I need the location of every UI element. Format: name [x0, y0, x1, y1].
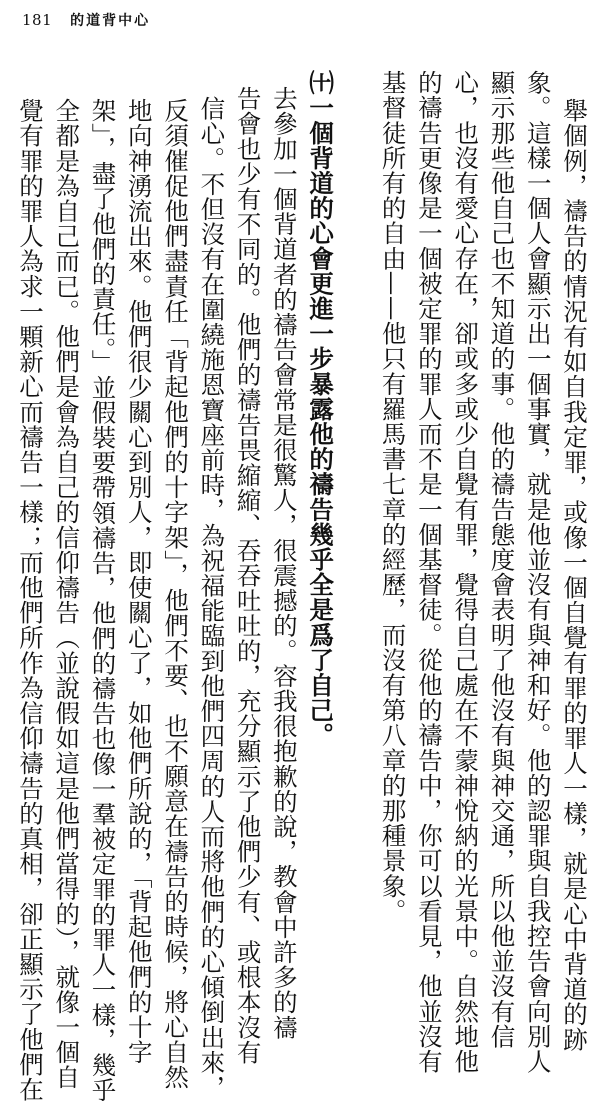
text-column: 全都是為自己而已。他們是會為自己的信仰禱告（並說假如這是他們當得的），就像一個自 — [52, 98, 82, 1090]
text-column: 基督徒所有的自由——他只有羅馬書七章的經歷，而沒有第八章的那種景象。 — [378, 70, 408, 924]
text-column: 心，也沒有愛心存在，卻或多或少自覺有罪，覺得自己處在不蒙神悅納的光景中。自然地他 — [451, 70, 481, 1074]
text-column: 架」，盡了他們的責任。」並假裝要帶領禱告，他們的禱告也像一羣被定罪的罪人一樣，幾乎 — [88, 98, 118, 1103]
text-column: 顯示那些他自己也不知道的事。他的禱告態度會表明了他沒有與神交通，所以他並沒有信 — [487, 70, 517, 1049]
section-heading: ㈩一個背道的心會更進一步暴露他的禱告幾乎全是爲了自己。 — [306, 70, 336, 748]
text-column: 去參加一個背道者的禱告會常是很驚人，很震撼的。容我很抱歉的說，教會中許多的禱 — [269, 86, 299, 1040]
text-column: 告會也少有不同的。他們的禱告畏縮縮、吞吞吐吐的，充分顯示了他們少有、或根本沒有 — [233, 86, 263, 1065]
text-column: 象。這樣一個人會顯示出一個事實，就是他並沒有與神和好。他的認罪與自我控告會向別人 — [523, 70, 553, 1074]
text-column: 地向神湧流出來。他們很少關心到別人，即使關心了，如他們所說的，「背起他們的十字 — [124, 98, 154, 1065]
vertical-text-body — [14, 48, 590, 1103]
text-column: 覺有罪的罪人為求一顆新心而禱告一樣；而他們所作為信仰禱告的真相，卻正顯示了他們在 — [16, 98, 45, 1102]
text-column: 的禱告更像是一個被定罪的罪人而不是一個基督徒。從他的禱告中，你可以看見，他並沒有 — [414, 70, 444, 1074]
text-column: 信心。不但沒有在圍繞施恩寶座前時，為祝福能臨到他們四周的人而將他們的心傾倒出來， — [197, 96, 227, 1100]
running-title: 的道背中心 — [70, 13, 151, 29]
page-header — [22, 8, 150, 32]
text-column: 反須催促他們盡責任「背起他們的十字架」，他們不要、也不願意在禱告的時候，將心自然 — [161, 98, 191, 1090]
text-column: 舉個例，禱告的情況有如自我定罪，或像一個自覺有罪的罪人一樣，就是心中背道的跡 — [559, 98, 589, 1052]
page-number: 181 — [22, 11, 53, 29]
